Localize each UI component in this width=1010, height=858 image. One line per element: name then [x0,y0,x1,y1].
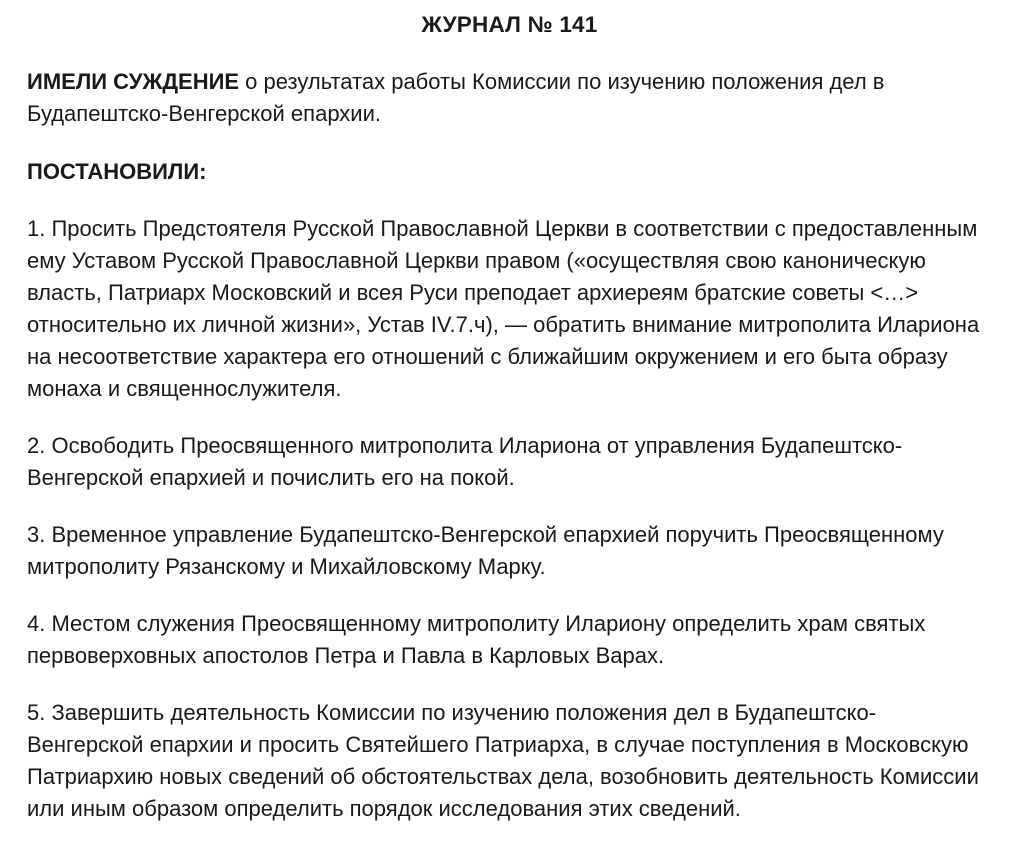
resolved-heading [27,156,992,188]
resolution-item-1: 1. Просить Предстоятеля Русской Православной Церкви в соответствии с предоставленным ему Уставом Русской Православной Церкви правом («осуществляя свою каноническую власть, Патриарх Московский и всея Руси преподает архиереям братские советы <…> относительно их личной жизни», Устав IV.7.ч), — обратить внимание митрополита Илариона на несоответствие характера его отношений с ближайшим окружением и его быта образу монаха и священнослужителя. [27,216,980,401]
journal-title: ЖУРНАЛ № 141 [421,12,598,37]
resolution-item-5: 5. Завершить деятельность Комиссии по изучению положения дел в Будапештско-Венгерской епархии и просить Святейшего Патриарха, в случае поступления в Московскую Патриархию новых сведений об обстоятельствах дела, возобновить деятельность Комиссии или иным образом определить порядок исследования этих сведений. [27,700,979,821]
resolution-item-4: 4. Местом служения Преосвященному митрополиту Илариону определить храм святых первоверховных апостолов Петра и Павла в Карловых Варах. [27,611,926,668]
resolved-heading-text: ПОСТАНОВИЛИ: [27,159,207,184]
intro-text: о результатах работы Комиссии по изучению положения дел в Будапештско-Венгерской епархии. [27,69,885,126]
resolution-item-2: 2. Освободить Преосвященного митрополита Илариона от управления Будапештско-Венгерской епархией и почислить его на покой. [27,433,903,490]
resolution-item-3: 3. Временное управление Будапештско-Венгерской епархией поручить Преосвященному митрополиту Рязанскому и Михайловскому Марку. [27,522,944,579]
intro-lead: ИМЕЛИ СУЖДЕНИЕ [27,69,240,94]
intro-paragraph [27,66,992,130]
